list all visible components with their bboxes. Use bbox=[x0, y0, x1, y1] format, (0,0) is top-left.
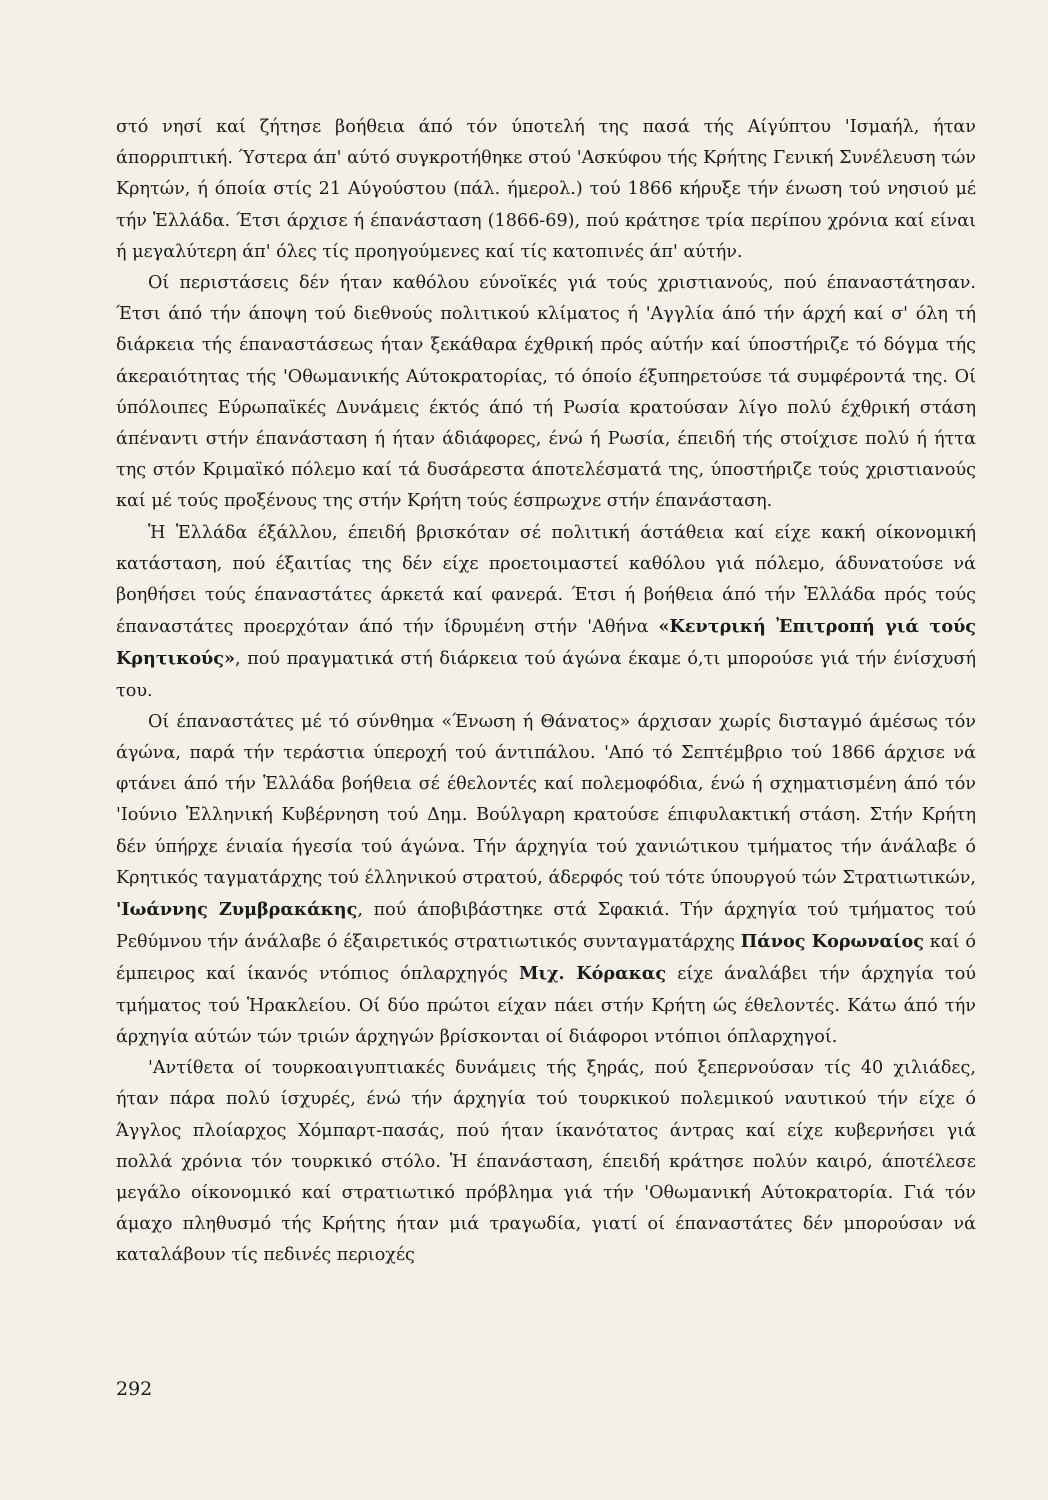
body-text bbox=[116, 112, 976, 1272]
bold-text: 'Ιωάννης Ζυμβρακάκης bbox=[116, 899, 358, 921]
paragraph bbox=[116, 268, 976, 518]
text-segment: καί ό έμπειρος καί ίκανός ντόπιος όπλαρχηγός bbox=[116, 932, 976, 985]
text-segment: Οί έπαναστάτες μέ τό σύνθημα «Ένωση ή Θάνατος» άρχισαν χωρίς δισταγμό άμέσως τόν άγώνα, παρά τήν τεράστια ύπεροχή τού άντιπάλου. 'Από τό Σεπτέμβριο τού 1866 άρχισε νά φτάνει άπό τήν Ἑλλάδα βοήθεια σέ έθελοντές καί πολεμοφόδια, ένώ ή σχηματισμένη άπό τόν 'Ιούνιο Ἑλληνική Κυβέρνηση τού Δημ. Βούλγαρη κρατούσε έπιφυλακτική στάση. Στήν Κρήτη δέν ύπήρχε ένιαία ήγεσία τού άγώνα. Τήν άρχηγία τού χανιώτικου τμήματος τήν άνάλαβε ό Κρητικός ταγματάρχης τού έλληνικού στρατού, άδερφός τού τότε ύπουργού τών Στρατιωτικών, bbox=[116, 711, 976, 888]
text-segment: Οί περιστάσεις δέν ήταν καθόλου εύνοϊκές γιά τούς χριστιανούς, πού έπαναστάτησαν. Έτσι άπό τήν άποψη τού διεθνούς πολιτικού κλίματος ή 'Αγγλία άπό τήν άρχή καί σ' όλη τή διάρκεια τής έπαναστάσεως ήταν ξεκάθαρα έχθρική πρός αύτήν καί ύποστήριζε τό δόγμα τής άκεραιότητας τής 'Οθωμανικής Αύτοκρατορίας, τό όποίο έξυπηρετούσε τά συμφέροντά της. Οί ύπόλοιπες Εύρωπαϊκές Δυνάμεις έκτός άπό τή Ρωσία κρατούσαν λίγο πολύ έχθρική στάση άπέναντι στήν έπανάσταση ή ήταν άδιάφορες, ένώ ή Ρωσία, έπειδή τής στοίχισε πολύ ή ήττα της στόν Κριμαϊκό πόλεμο καί τά δυσάρεστα άποτελέσματά της, ύποστήριζε τούς χριστιανούς καί μέ τούς προξένους της στήν Κρήτη τούς έσπρωχνε στήν έπανάσταση. bbox=[116, 273, 976, 512]
paragraph bbox=[116, 1053, 976, 1271]
text-segment: , πού άποβιβάστηκε στά Σφακιά. Τήν άρχηγία τού τμήματος τού Ρεθύμνου τήν άνάλαβε ό έξαιρετικός στρατιωτικός συνταγματάρχης bbox=[116, 900, 976, 953]
text-segment: είχε άναλάβει τήν άρχηγία τού τμήματος τού Ἡρακλείου. Οί δύο πρώτοι είχαν πάει στήν Κρήτη ώς έθελοντές. Κάτω άπό τήν άρχηγία αύτών τών τριών άρχηγών βρίσκονται οί διάφοροι ντόπιοι όπλαρχηγοί. bbox=[116, 964, 976, 1047]
bold-text: «Κεντρική Ἐπιτροπή γιά τούς Κρητικούς» bbox=[116, 616, 977, 670]
text-segment: 'Αντίθετα οί τουρκοαιγυπτιακές δυνάμεις τής ξηράς, πού ξεπερνούσαν τίς 40 χιλιάδες, ήταν πάρα πολύ ίσχυρές, ένώ τήν άρχηγία τού τουρκικού πολεμικού ναυτικού τήν είχε ό Άγγλος πλοίαρχος Χόμπαρτ-πασάς, πού ήταν ίκανότατος άντρας καί είχε κυβερνήσει γιά πολλά χρόνια τόν τουρκικό στόλο. Ἡ έπανάσταση, έπειδή κράτησε πολύν καιρό, άποτέλεσε μεγάλο οίκονομικό καί στρατιωτικό πρόβλημα γιά τήν 'Οθωμανική Αύτοκρατορία. Γιά τόν άμαχο πληθυσμό τής Κρήτης ήταν μιά τραγωδία, γιατί οί έπαναστάτες δέν μπορούσαν νά καταλάβουν τίς πεδινές περιοχές bbox=[116, 1058, 976, 1266]
text-segment: Ἡ Ἑλλάδα έξάλλου, έπειδή βρισκόταν σέ πολιτική άστάθεια καί είχε κακή οίκονομική κατάσταση, πού έξαιτίας της δέν είχε προετοιμαστεί καθόλου γιά πόλεμο, άδυνατούσε νά βοηθήσει τούς έπαναστάτες άρκετά καί φανερά. Έτσι ή βοήθεια άπό τήν Ἑλλάδα πρός τούς έπαναστάτες προερχόταν άπό τήν ίδρυμένη στήν 'Αθήνα bbox=[116, 522, 976, 638]
paragraph bbox=[116, 518, 976, 707]
paragraph bbox=[116, 112, 976, 268]
bold-text: Πάνος Κορωναίος bbox=[740, 931, 924, 953]
text-segment: στό νησί καί ζήτησε βοήθεια άπό τόν ύποτελή της πασά τής Αίγύπτου 'Ισμαήλ, ήταν άπορριπτική. Ύστερα άπ' αύτό συγκροτήθηκε στού 'Ασκύφου τής Κρήτης Γενική Συνέλευση τών Κρητών, ή όποία στίς 21 Αύγούστου (πάλ. ήμερολ.) τού 1866 κήρυξε τήν ένωση τού νησιού μέ τήν Ἑλλάδα. Έτσι άρχισε ή έπανάσταση (1866-69), πού κράτησε τρία περίπου χρόνια καί είναι ή μεγαλύτερη άπ' όλες τίς προηγούμενες καί τίς κατοπινές άπ' αύτήν. bbox=[116, 117, 976, 262]
text-segment: , πού πραγματικά στή διάρκεια τού άγώνα έκαμε ό,τι μπορούσε γιά τήν ένίσχυσή του. bbox=[116, 649, 976, 701]
bold-text: Μιχ. Κόρακας bbox=[518, 963, 667, 985]
paragraph bbox=[116, 707, 976, 1053]
page-number: 292 bbox=[116, 1378, 153, 1400]
